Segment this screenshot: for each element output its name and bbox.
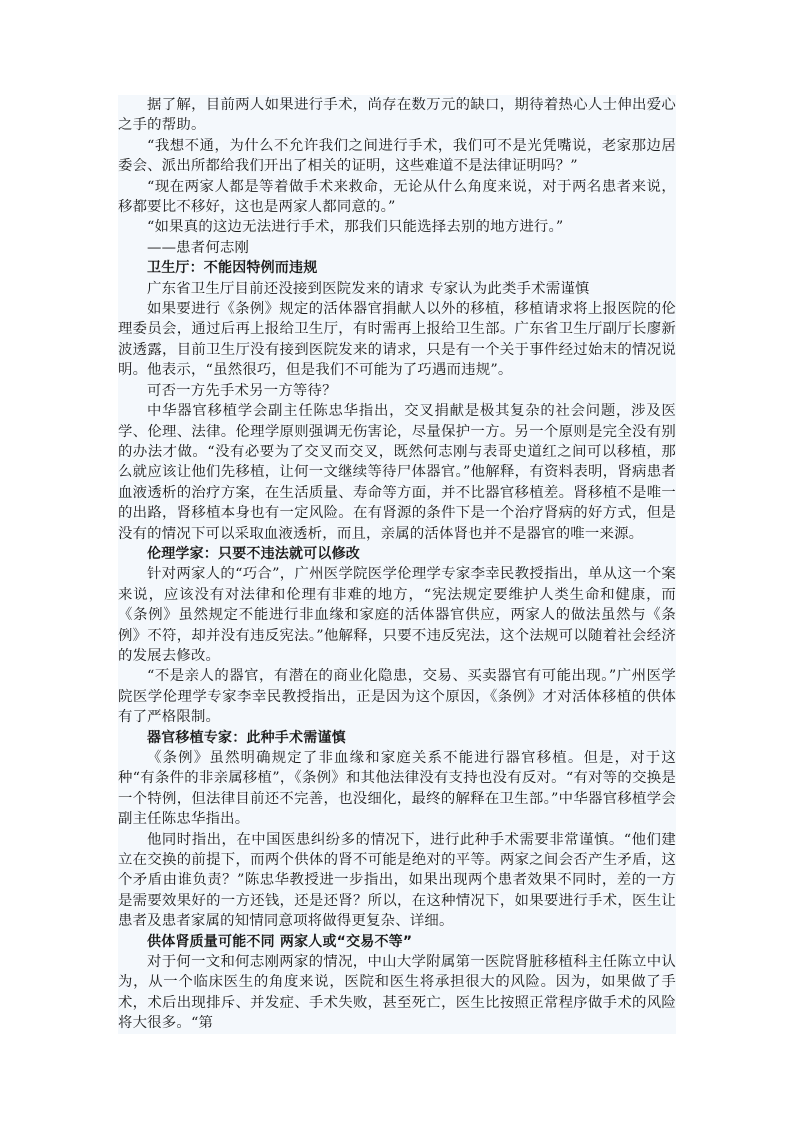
paragraph-regulation: 《条例》虽然明确规定了非血缘和家庭关系不能进行器官移植。但是，对于这种“有条件的非亲属移植”，《条例》和其他法律没有支持也没有反对。“有对等的交换是一个特例，但法律目前还不完善，也没细化，最终的解释在卫生部。”中华器官移植学会副主任陈忠华指出。 [118,750,676,828]
paragraph-patient-quote-2: “现在两家人都是等着做手术来救命，无论从什么角度来说，对于两名患者来说，移都要比不移好，这也是两家人都同意的。” [118,178,676,216]
subheading-health-department: 广东省卫生厅目前还没接到医院发来的请求 专家认为此类手术需谨慎 [147,280,590,297]
section-heading-donor-kidney: 供体肾质量可能不同 两家人或“交易不等” [147,933,413,950]
paragraph-chen-zhonghua: 中华器官移植学会副主任陈忠华指出，交叉捐献是极其复杂的社会问题，涉及医学、伦理、法律。伦理学原则强调无伤害论，尽量保护一方。另一个原则是完全没有别的办法才做。“没有必要为了交叉而交叉，既然何志刚与表哥史道红之间可以移植，那么就应该让他们先移植，让何一文继续等待尸体器官。”他解释，有资料表明，肾病患者血液透析的治疗方案，在生活质量、寿命等方面，并不比器官移植差。肾移植不是唯一的出路，肾移植本身也有一定风险。在有肾源的条件下是一个治疗肾病的好方式，但是没有的情况下可以采取血液透析，而且，亲属的活体肾也并不是器官的唯一来源。 [118,403,676,542]
quote-attribution: ——患者何志刚 [147,239,250,256]
paragraph-patient-quote-3: “如果真的这边无法进行手术，那我们只能选择去别的地方进行。” [147,219,564,236]
paragraph-approval-process: 如果要进行《条例》规定的活体器官捐献人以外的移植，移植请求将上报医院的伦理委员会，通过后再上报给卫生厅，有时需再上报给卫生部。广东省卫生厅副厅长廖新波透露，目前卫生厅没有接到医院发来的请求，只是有一个关于事件经过始末的情况说明。他表示，“虽然很巧，但是我们不可能为了巧遇而违规”。 [118,301,676,379]
section-heading-ethicist: 伦理学家：只要不违法就可以修改 [147,545,360,562]
document-page [118,95,676,1034]
paragraph-ethicist-2: “不是亲人的器官，有潜在的商业化隐患，交易、买卖器官有可能出现。”广州医学院医学伦理学专家李幸民教授指出，正是因为这个原因，《条例》才对活体移植的供体有了严格限制。 [118,668,676,726]
paragraph-donation-appeal: 据了解，目前两人如果进行手术，尚存在数万元的缺口，期待着热心人士伸出爱心之手的帮助。 [118,97,676,134]
section-heading-health-department: 卫生厅：不能因特例而违规 [147,260,318,277]
paragraph-clinical-risk: 对于何一文和何志刚两家的情况，中山大学附属第一医院肾脏移植科主任陈立中认为，从一个临床医生的角度来说，医院和医生将承担很大的风险。因为，如果做了手术，术后出现排斥、并发症、手术失败，甚至死亡，医生比按照正常程序做手术的风险将大很多。“第 [118,954,676,1032]
paragraph-patient-quote-1: “我想不通，为什么不允许我们之间进行手术，我们可不是光凭嘴说，老家那边居委会、派出所都给我们开出了相关的证明，这些难道不是法律证明吗？” [118,137,676,175]
question-line: 可否一方先手术另一方等待？ [147,382,337,399]
paragraph-ethicist-1: 针对两家人的“巧合”，广州医学院医学伦理学专家李幸民教授指出，单从这一个案来说，应该没有对法律和伦理有非难的地方，“宪法规定要维护人类生命和健康，而《条例》虽然规定不能进行非血缘和家庭的活体器官供应，两家人的做法虽然与《条例》不符，却并没有违反宪法。”他解释，只要不违反宪法，这个法规可以随着社会经济的发展去修改。 [118,566,676,664]
paragraph-caution: 他同时指出，在中国医患纠纷多的情况下，进行此种手术需要非常谨慎。“他们建立在交换的前提下，而两个供体的肾不可能是绝对的平等。两家之间会否产生矛盾，这个矛盾由谁负责？”陈忠华教授进一步指出，如果出现两个患者效果不同时，差的一方是需要效果好的一方还钱，还是还肾？所以，在这种情况下，如果要进行手术，医生让患者及患者家属的知情同意项将做得更复杂、详细。 [118,831,676,930]
section-heading-transplant-expert: 器官移植专家：此种手术需谨慎 [147,729,346,746]
